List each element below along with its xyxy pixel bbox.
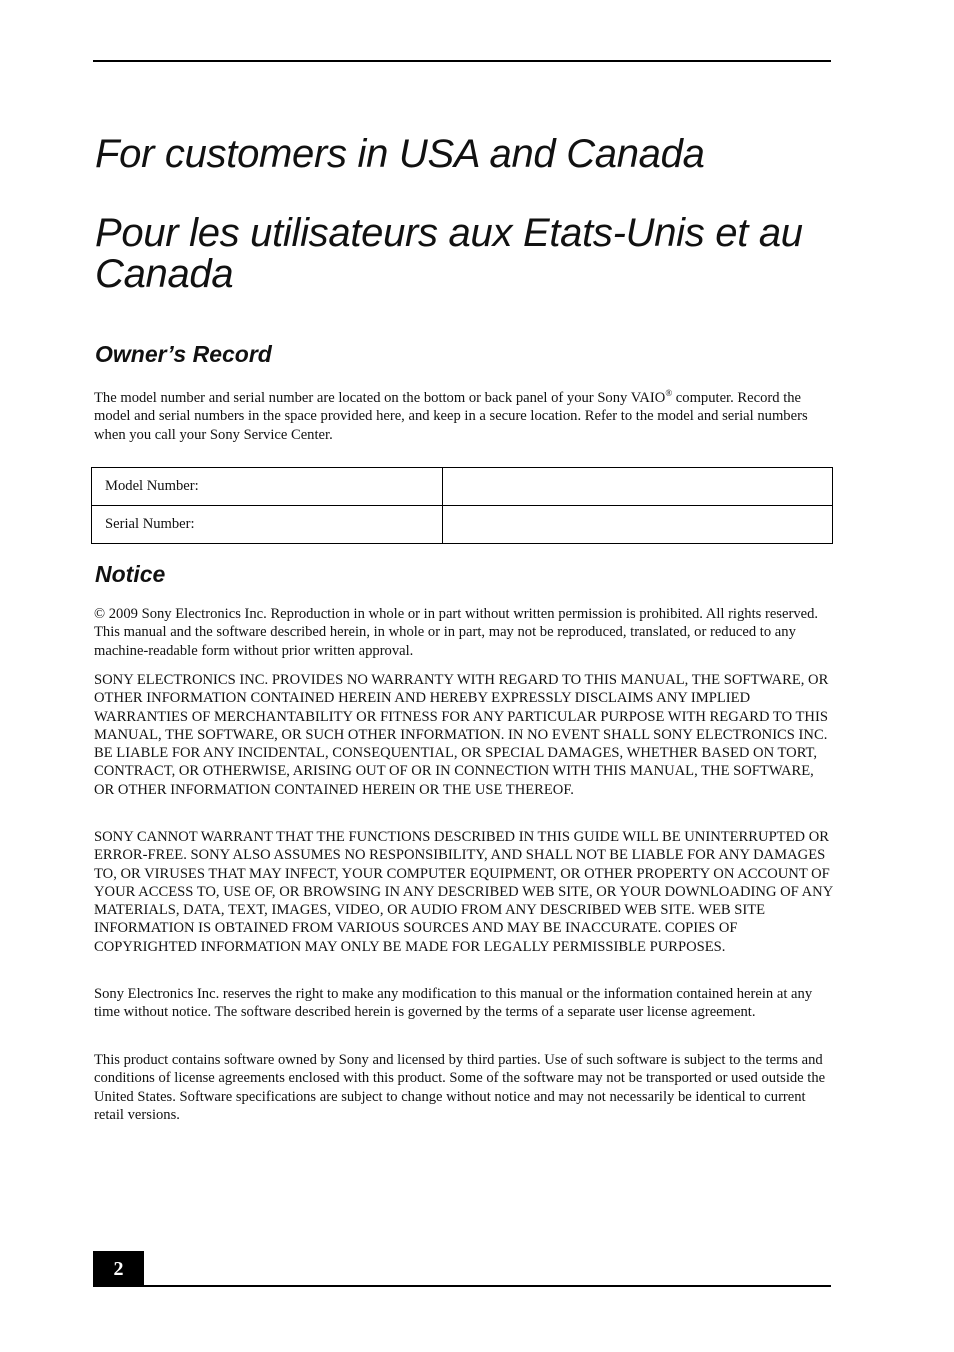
table-row-model: [92, 468, 833, 506]
notice-modification-paragraph: Sony Electronics Inc. reserves the right to make any modification to this manual or the information contained herein at any time without notice. The software described herein is governed by the terms of a separate user license agreement.: [94, 986, 813, 1021]
notice-license-paragraph: This product contains software owned by Sony and licensed by third parties. Use of such software is subject to the terms and conditions of license agreements enclosed with this product. Some of the software may not be transported or used outside the United States. Software specifications are subject to change without notice and may not necessarily be identical to current retail versions.: [94, 1052, 826, 1123]
owners-record-table: [91, 467, 833, 544]
notice-warranty-paragraph: SONY ELECTRONICS INC. PROVIDES NO WARRANTY WITH REGARD TO THIS MANUAL, THE SOFTWARE, OR OTHER INFORMATION CONTAINED HEREIN AND HEREBY EXPRESSLY DISCLAIMS ANY IMPLIED WARRANTIES OF MERCHANTABILITY OR FITNESS FOR ANY PARTICULAR PURPOSE WITH REGARD TO THIS MANUAL, THE SOFTWARE, OR SUCH OTHER INFORMATION. IN NO EVENT SHALL SONY ELECTRONICS INC. BE LIABLE FOR ANY INCIDENTAL, CONSEQUENTIAL, OR SPECIAL DAMAGES, WHETHER BASED ON TORT, CONTRACT, OR OTHERWISE, ARISING OUT OF OR IN CONNECTION WITH THIS MANUAL, THE SOFTWARE, OR OTHER INFORMATION CONTAINED HEREIN OR THE USE THEREOF.: [94, 672, 829, 798]
owners-record-intro-text: The model number and serial number are located on the bottom or back panel of your Sony VAIO: [94, 390, 666, 406]
page-title-french: Pour les utilisateurs aux Etats-Unis et au Canada: [95, 211, 803, 296]
serial-number-value: [443, 506, 833, 544]
page-number: 2: [93, 1251, 144, 1287]
model-number-value: [443, 468, 833, 506]
table-row-serial: [92, 506, 833, 544]
notice-liability-paragraph: SONY CANNOT WARRANT THAT THE FUNCTIONS DESCRIBED IN THIS GUIDE WILL BE UNINTERRUPTED OR ERROR-FREE. SONY ALSO ASSUMES NO RESPONSIBILITY, AND SHALL NOT BE LIABLE FOR ANY DAMAGES TO, OR VIRUSES THAT MAY INFECT, YOUR COMPUTER EQUIPMENT, OR OTHER PROPERTY ON ACCOUNT OF YOUR ACCESS TO, USE OF, OR BROWSING IN ANY DESCRIBED WEB SITE, OR YOUR DOWNLOADING OF ANY MATERIALS, DATA, TEXT, IMAGES, VIDEO, OR AUDIO FROM ANY DESCRIBED WEB SITE. WEB SITE INFORMATION IS OBTAINED FROM VARIOUS SOURCES AND MAY BE INACCURATE. COPIES OF COPYRIGHTED INFORMATION MAY ONLY BE MADE FOR LEGALLY PERMISSIBLE PURPOSES.: [94, 829, 833, 955]
notice-copyright-paragraph: © 2009 Sony Electronics Inc. Reproduction in whole or in part without written permission is prohibited. All rights reserved. This manual and the software described herein, in whole or in part, may not be reproduced, translated, or reduced to any machine-readable form without prior written approval.: [94, 606, 819, 659]
owners-record-intro: [94, 389, 834, 444]
bottom-rule: [93, 1285, 831, 1287]
owners-record-heading: Owner’s Record: [95, 341, 272, 367]
registered-mark: ®: [665, 388, 673, 399]
serial-number-label: Serial Number:: [92, 506, 443, 544]
top-rule: [93, 60, 831, 62]
owners-record-intro-text-continued: computer. Record the model and serial numbers in the space provided here, and keep in a secure location. Refer to the model and serial numbers when you call your Sony Service Center.: [94, 390, 808, 443]
page-title-english: For customers in USA and Canada: [95, 132, 705, 176]
model-number-label: Model Number:: [92, 468, 443, 506]
notice-heading: Notice: [95, 561, 166, 587]
